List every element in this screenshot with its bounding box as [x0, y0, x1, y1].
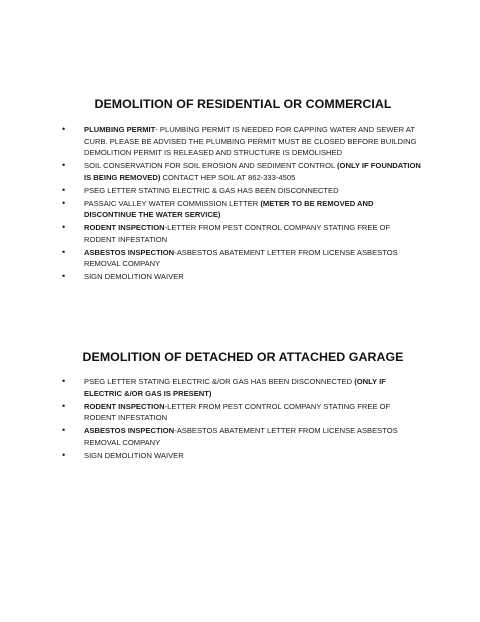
requirements-list — [61, 124, 423, 283]
item-text: SOIL CONSERVATION FOR SOIL EROSION AND SEDIMENT CONTROL — [84, 161, 338, 170]
bullet-icon: • — [62, 376, 66, 386]
item-text: SIGN DEMOLITION WAIVER — [84, 272, 184, 281]
bullet-icon: • — [62, 400, 66, 411]
bullet-icon: • — [62, 246, 66, 257]
bullet-icon: • — [62, 124, 66, 134]
list-item — [61, 425, 423, 448]
list-item — [61, 160, 423, 183]
item-text: -ASBESTOS ABATEMENT LETTER FROM LICENSE ASBESTOS REMOVAL COMPANY — [84, 247, 398, 268]
item-text: PSEG LETTER STATING ELECTRIC &/OR GAS HAS BEEN DISCONNECTED — [84, 377, 355, 386]
list-item — [61, 450, 423, 462]
item-text: -LETTER FROM PEST CONTROL COMPANY STATING FREE OF RODENT INFESTATION — [84, 401, 391, 422]
item-text: - PLUMBING PERMIT IS NEEDED FOR CAPPING WATER AND SEWER AT CURB. PLEASE BE ADVISED THE PLUMBING PERMIT MUST BE CLOSED BEFORE BUILDING DEMOLITION PERMIT IS RELEASED AND STRUCTURE IS DEMOLISHED — [84, 125, 417, 157]
item-text: PSEG LETTER STATING ELECTRIC & GAS HAS BEEN DISCONNECTED — [84, 185, 339, 195]
item-text: SIGN DEMOLITION WAIVER — [84, 450, 184, 460]
list-item — [61, 376, 423, 399]
item-bold-label: ASBESTOS INSPECTION — [84, 426, 175, 435]
list-item — [61, 247, 423, 270]
section-residential-commercial — [0, 97, 480, 284]
section-heading: DEMOLITION OF DETACHED OR ATTACHED GARAGE — [82, 350, 404, 364]
section-detached-attached-garage — [0, 350, 480, 463]
bullet-icon: • — [62, 184, 66, 195]
list-item — [61, 124, 423, 159]
bullet-icon: • — [62, 449, 66, 460]
list-item — [61, 198, 423, 221]
list-item — [61, 401, 423, 424]
list-item — [61, 222, 423, 245]
item-text: -ASBESTOS ABATEMENT LETTER FROM LICENSE ASBESTOS REMOVAL COMPANY — [84, 426, 398, 447]
item-bold-note: (ONLY IF FOUNDATION IS BEING REMOVED) — [84, 161, 421, 182]
list-item — [61, 271, 423, 283]
item-bold-label: PLUMBING PERMIT — [84, 125, 156, 134]
section-heading: DEMOLITION OF RESIDENTIAL OR COMMERCIAL — [94, 97, 392, 111]
item-bold-note: (METER TO BE REMOVED AND DISCONTINUE THE WATER SERVICE) — [84, 198, 374, 219]
item-tail-text: CONTACT HEP SOIL AT 862-333-4505 — [160, 172, 296, 182]
item-bold-label: RODENT INSPECTION — [84, 401, 165, 411]
item-text: PASSAIC VALLEY WATER COMMISSION LETTER — [84, 198, 261, 208]
item-bold-label: RODENT INSPECTION — [84, 223, 165, 232]
bullet-icon: • — [62, 160, 66, 170]
bullet-icon: • — [62, 222, 66, 232]
bullet-icon: • — [62, 197, 66, 208]
item-bold-label: ASBESTOS INSPECTION — [84, 247, 175, 257]
bullet-icon: • — [62, 271, 66, 281]
list-item — [61, 185, 423, 197]
item-text: -LETTER FROM PEST CONTROL COMPANY STATING FREE OF RODENT INFESTATION — [84, 223, 391, 244]
requirements-list — [61, 376, 423, 461]
item-bold-note: (ONLY IF ELECTRIC &/OR GAS IS PRESENT) — [84, 377, 386, 398]
bullet-icon: • — [62, 425, 66, 435]
